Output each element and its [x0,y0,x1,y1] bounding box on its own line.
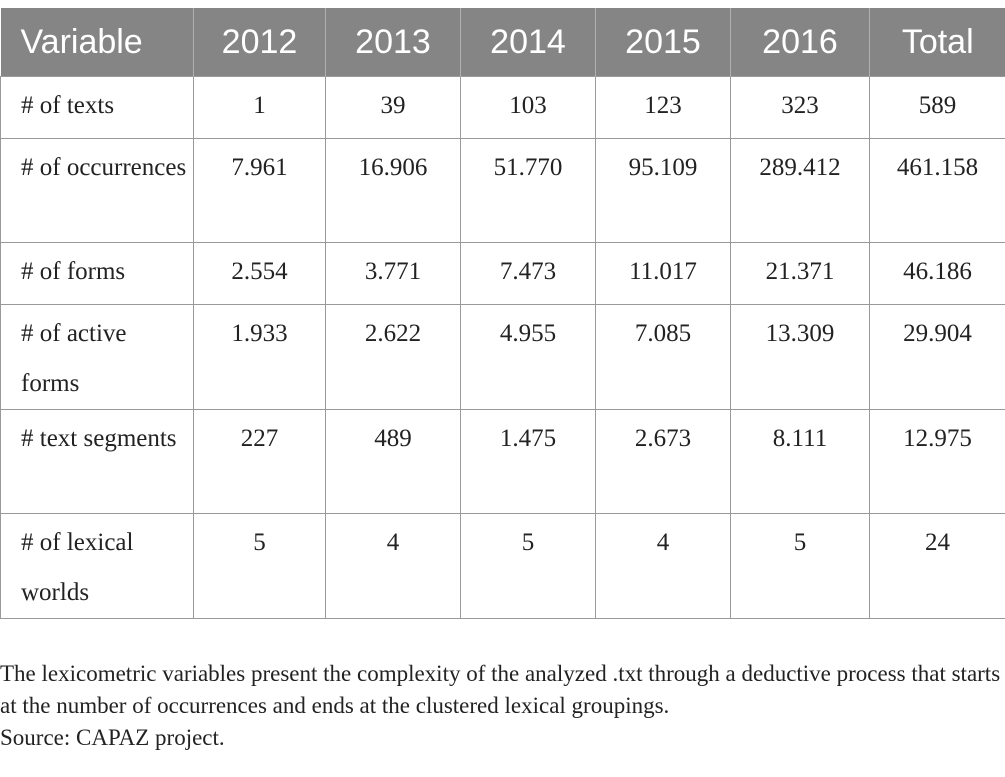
table-cell: 95.109 [596,139,731,243]
table-cell: 21.371 [731,243,870,305]
header-2012: 2012 [194,8,326,77]
table-row [1,139,1005,243]
table-cell: 46.186 [870,243,1005,305]
table-cell: 1 [194,77,326,139]
table-row [1,243,1005,305]
table-cell: 323 [731,77,870,139]
table-cell: 5 [194,514,326,619]
row-label: # of active forms [1,305,194,410]
table-cell: 461.158 [870,139,1005,243]
table-row [1,305,1005,410]
table-cell: 7.473 [461,243,596,305]
table-cell: 1.933 [194,305,326,410]
table-cell: 1.475 [461,410,596,514]
table-cell: 489 [326,410,461,514]
table-cell: 2.554 [194,243,326,305]
caption-source: Source: CAPAZ project. [0,725,225,750]
table-row [1,77,1005,139]
table-row [1,410,1005,514]
table-cell: 29.904 [870,305,1005,410]
header-variable: Variable [1,8,194,77]
lexicometric-table [0,8,1005,619]
table-cell: 5 [731,514,870,619]
table-cell: 11.017 [596,243,731,305]
table-cell: 12.975 [870,410,1005,514]
header-2014: 2014 [461,8,596,77]
row-label: # of texts [1,77,194,139]
table-cell: 39 [326,77,461,139]
table-cell: 7.961 [194,139,326,243]
header-row [1,8,1005,77]
table-cell: 5 [461,514,596,619]
table-cell: 2.673 [596,410,731,514]
table-cell: 227 [194,410,326,514]
table-cell: 16.906 [326,139,461,243]
row-label: # of occurrences [1,139,194,243]
table-cell: 4 [326,514,461,619]
table-cell: 589 [870,77,1005,139]
row-label: # text segments [1,410,194,514]
table-cell: 123 [596,77,731,139]
table-cell: 4.955 [461,305,596,410]
caption-note: The lexicometric variables present the complexity of the analyzed .txt through a deductive process that starts at the number of occurrences and ends at the clustered lexical groupings. [0,661,1001,718]
header-2015: 2015 [596,8,731,77]
table-cell: 2.622 [326,305,461,410]
row-label: # of forms [1,243,194,305]
table-caption [0,658,1005,754]
table-cell: 13.309 [731,305,870,410]
table-cell: 51.770 [461,139,596,243]
header-2013: 2013 [326,8,461,77]
table-cell: 8.111 [731,410,870,514]
table-cell: 7.085 [596,305,731,410]
header-total: Total [870,8,1005,77]
table-row [1,514,1005,619]
table-cell: 24 [870,514,1005,619]
row-label: # of lexical worlds [1,514,194,619]
header-2016: 2016 [731,8,870,77]
table-cell: 4 [596,514,731,619]
table-cell: 103 [461,77,596,139]
table-cell: 3.771 [326,243,461,305]
table-cell: 289.412 [731,139,870,243]
